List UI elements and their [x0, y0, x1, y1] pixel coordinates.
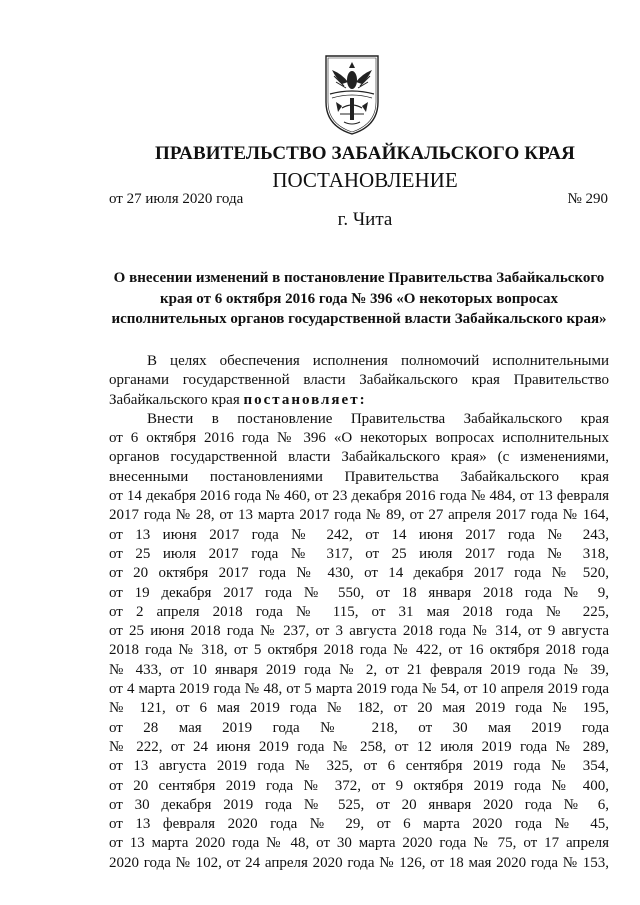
body-line: от 13 июня 2017 года № 242, от 14 июня 2017 года № 243,	[109, 526, 609, 543]
body-line: 2017 года № 28, от 13 марта 2017 года № 89, от 27 апреля 2017 года № 164,	[109, 507, 609, 524]
coat-of-arms-emblem	[320, 52, 384, 136]
body-line: № 222, от 24 июня 2019 года № 258, от 12 июля 2019 года № 289,	[109, 738, 609, 755]
body-line: № 433, от 10 января 2019 года № 2, от 21 февраля 2019 года № 39,	[109, 661, 609, 678]
body-line: от 13 марта 2020 года № 48, от 30 марта 2020 года № 75, от 17 апреля	[109, 835, 609, 852]
document-type-title: ПОСТАНОВЛЕНИЕ	[272, 168, 458, 192]
body-line: 2020 года № 102, от 24 апреля 2020 года № 126, от 18 мая 2020 года № 153,	[109, 854, 609, 871]
subject-line: края от 6 октября 2016 года № 396 «О некоторых вопросах	[159, 290, 559, 307]
body-line: от 19 декабря 2017 года № 550, от 18 января 2018 года № 9,	[109, 584, 609, 601]
body-line: от 25 июля 2017 года № 317, от 25 июля 2017 года № 318,	[109, 545, 609, 562]
body-line: от 13 февраля 2020 года № 29, от 6 марта 2020 года № 45,	[109, 816, 609, 833]
body-line: от 14 декабря 2016 года № 460, от 23 декабря 2016 года № 484, от 13 февраля	[109, 488, 609, 505]
preamble-text: Забайкальского края	[109, 391, 240, 408]
body-line: № 121, от 6 мая 2019 года № 182, от 20 мая 2019 года № 195,	[109, 700, 609, 717]
resolution-keyword: постановляет:	[243, 391, 367, 408]
body-line: Внести в постановление Правительства Забайкальского края	[147, 410, 609, 427]
document-city: г. Чита	[337, 209, 393, 230]
body-line: от 20 октября 2017 года № 430, от 14 декабря 2017 года № 520,	[109, 565, 609, 582]
body-line: от 30 декабря 2019 года № 525, от 20 января 2020 года № 6,	[109, 796, 609, 813]
document-date: от 27 июля 2020 года	[109, 191, 244, 207]
preamble-line: органами государственной власти Забайкальского края Правительство	[109, 372, 609, 389]
organization-title: ПРАВИТЕЛЬСТВО ЗАБАЙКАЛЬСКОГО КРАЯ	[154, 143, 575, 164]
body-line: 2018 года № 318, от 5 октября 2018 года № 422, от 16 октября 2018 года	[109, 642, 609, 659]
subject-line: исполнительных органов государственной власти Забайкальского края»	[111, 311, 607, 327]
document-subject	[109, 268, 609, 330]
document-body	[109, 352, 609, 873]
body-line: от 28 мая 2019 года № 218, от 30 мая 2019 года	[109, 719, 609, 736]
body-line: от 2 апреля 2018 года № 115, от 31 мая 2018 года № 225,	[109, 603, 609, 620]
document-number: № 290	[567, 191, 608, 207]
preamble-line: В целях обеспечения исполнения полномочий исполнительными	[147, 353, 609, 369]
body-line: от 20 сентября 2019 года № 372, от 9 октября 2019 года № 400,	[109, 777, 609, 794]
preamble-line	[109, 391, 609, 410]
body-line: от 6 октября 2016 года № 396 «О некоторых вопросах исполнительных	[109, 430, 609, 447]
body-line: от 13 августа 2019 года № 325, от 6 сентября 2019 года № 354,	[109, 758, 609, 775]
body-line: внесенными постановлениями Правительства Забайкальского края	[109, 468, 609, 485]
body-line: от 4 марта 2019 года № 48, от 5 марта 2019 года № 54, от 10 апреля 2019 года	[109, 681, 609, 698]
body-line: от 25 июня 2018 года № 237, от 3 августа 2018 года № 314, от 9 августа	[109, 623, 609, 640]
subject-line: О внесении изменений в постановление Правительства Забайкальского	[113, 270, 605, 286]
body-line: органов государственной власти Забайкальского края» (с изменениями,	[109, 449, 609, 466]
